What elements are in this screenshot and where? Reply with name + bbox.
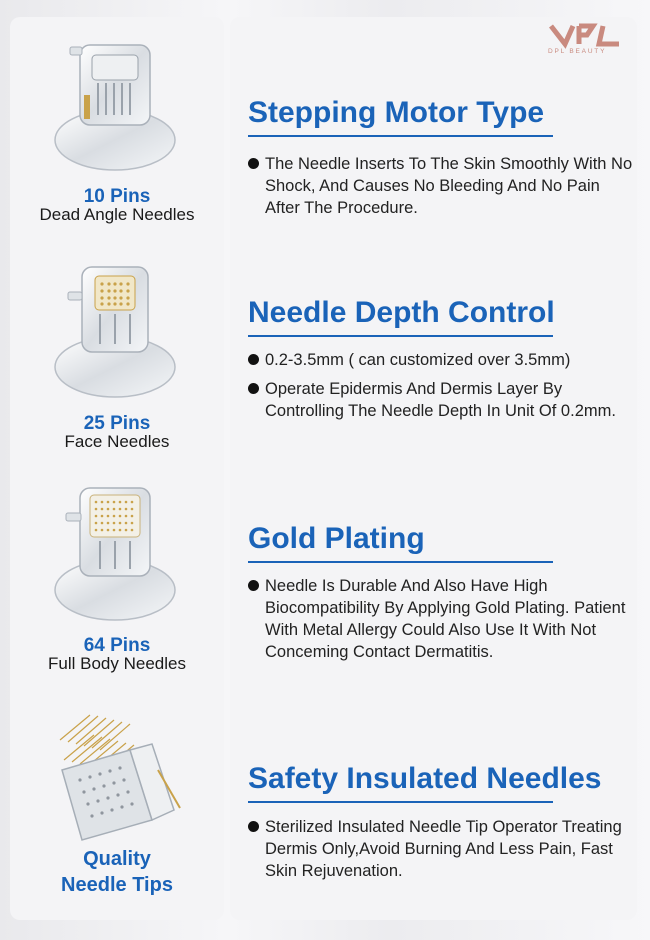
bullet-text: 0.2-3.5mm ( can customized over 3.5mm) — [265, 351, 571, 369]
bullet-text: Needle Is Durable And Also Have High Biocompatibility By Applying Gold Plating. Patient With Metal Allergy Could Also Use It With Not Conceming Contact Dermatitis. — [265, 577, 626, 661]
bullet-text: The Needle Inserts To The Skin Smoothly With No Shock, And Causes No Bleeding And No Pain After The Procedure. — [265, 155, 633, 217]
quality-line-2: Needle Tips — [61, 874, 173, 896]
section-bullet — [248, 378, 633, 422]
section-bullet — [248, 816, 633, 882]
section-underline — [248, 335, 553, 337]
section-bullet — [248, 575, 633, 663]
section-title: Safety Insulated Needles — [248, 762, 602, 795]
section-underline — [248, 561, 553, 563]
needle-cartridge-10-pins-image — [40, 35, 190, 175]
section-bullet — [248, 153, 633, 219]
needle-cartridge-25-pins-image — [40, 262, 190, 402]
brand-name: DPL BEAUTY — [548, 48, 607, 55]
section-title: Stepping Motor Type — [248, 96, 545, 129]
quality-line-1: Quality — [83, 848, 151, 870]
section-underline — [248, 135, 553, 137]
product-description: Face Needles — [64, 432, 170, 451]
bullet-dot-icon — [248, 383, 259, 394]
bullet-text: Sterilized Insulated Needle Tip Operator Treating Dermis Only,Avoid Burning And Less Pain, Fast Skin Rejuvenation. — [265, 818, 622, 880]
product-pin-count: 25 Pins — [83, 413, 151, 434]
gold-needle-tips-image — [40, 710, 190, 850]
product-description: Dead Angle Needles — [39, 205, 195, 224]
bullet-dot-icon — [248, 821, 259, 832]
bullet-dot-icon — [248, 354, 259, 365]
product-pin-count: 10 Pins — [83, 186, 151, 207]
needle-cartridge-64-pins-image — [40, 485, 190, 625]
bullet-text: Operate Epidermis And Dermis Layer By Controlling The Needle Depth In Unit Of 0.2mm. — [265, 380, 616, 420]
bullet-dot-icon — [248, 158, 259, 169]
product-description: Full Body Needles — [48, 654, 186, 673]
product-pin-count: 64 Pins — [83, 635, 151, 656]
section-title: Needle Depth Control — [248, 296, 555, 329]
section-underline — [248, 801, 553, 803]
bullet-dot-icon — [248, 580, 259, 591]
section-title: Gold Plating — [248, 522, 425, 555]
section-bullet — [248, 349, 633, 371]
